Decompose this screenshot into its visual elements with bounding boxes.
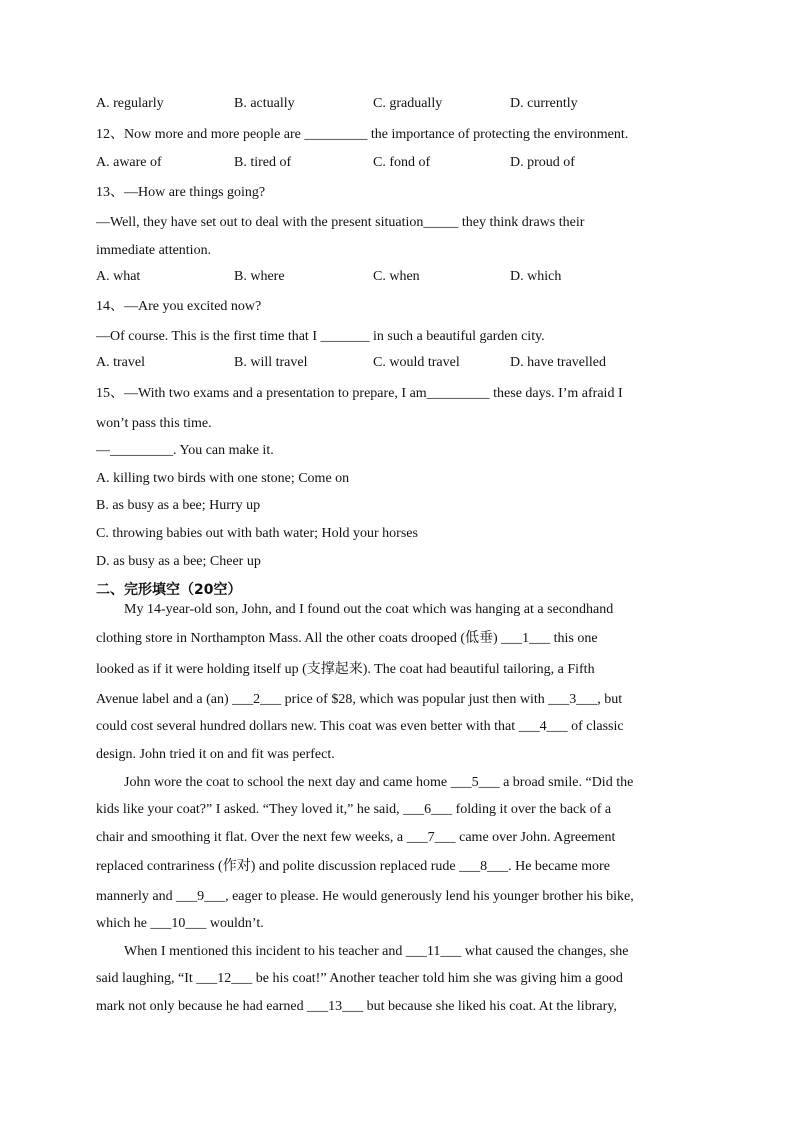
passage-line-13: When I mentioned this incident to his teacher and ___11___ what caused the changes, she [124,944,629,959]
passage-line-12: which he ___10___ wouldn’t. [96,916,264,931]
q13-stem: 13、—How are things going? [96,185,266,200]
q11-option-d: D. currently [510,96,578,111]
passage-line-9: chair and smoothing it flat. Over the next few weeks, a ___7___ came over John. Agreement [96,830,616,845]
q11-option-c: C. gradually [373,96,443,111]
q14-reply: —Of course. This is the first time that I _______ in such a beautiful garden city. [96,329,545,344]
passage-line-1: My 14-year-old son, John, and I found out the coat which was hanging at a secondhand [124,602,614,617]
q11-option-b: B. actually [234,96,295,111]
q15-option-d: D. as busy as a bee; Cheer up [96,554,261,569]
q13-reply-line1: —Well, they have set out to deal with the present situation_____ they think draws their [96,215,585,230]
passage-line-15: mark not only because he had earned ___13___ but because she liked his coat. At the library, [96,999,617,1014]
q14-stem: 14、—Are you excited now? [96,299,262,314]
q13-reply-line2: immediate attention. [96,243,212,258]
q15-reply: —_________. You can make it. [96,443,274,458]
q12-option-d: D. proud of [510,155,575,170]
passage-line-3: looked as if it were holding itself up (支撑起来). The coat had beautiful tailoring, a Fifth [96,662,595,677]
q12-stem-text: 12、Now more and more people are _________ the importance of protecting the environment. [96,127,629,142]
q12-option-b: B. tired of [234,155,292,170]
passage-line-4: Avenue label and a (an) ___2___ price of $28, which was popular just then with ___3___, but [96,692,623,707]
q14-option-c: C. would travel [373,355,460,370]
q12-option-c: C. fond of [373,155,431,170]
passage-line-14: said laughing, “It ___12___ be his coat!” Another teacher told him she was giving him a good [96,971,623,986]
q15-option-b: B. as busy as a bee; Hurry up [96,498,261,513]
q11-option-a: A. regularly [96,96,164,111]
passage-line-11: mannerly and ___9___, eager to please. He would generously lend his younger brother his bike, [96,889,634,904]
q13-option-c: C. when [373,269,420,284]
q13-option-d: D. which [510,269,562,284]
q15-option-c: C. throwing babies out with bath water; Hold your horses [96,526,418,541]
passage-line-2: clothing store in Northampton Mass. All the other coats drooped (低垂) ___1___ this one [96,631,598,646]
q12-stem [96,125,698,145]
q14-option-d: D. have travelled [510,355,607,370]
q13-option-a: A. what [96,269,141,284]
passage-line-8: kids like your coat?” I asked. “They loved it,” he said, ___6___ folding it over the back of a [96,802,612,817]
passage-line-6: design. John tried it on and fit was perfect. [96,747,335,762]
q12-option-a: A. aware of [96,155,162,170]
q14-option-a: A. travel [96,355,145,370]
q14-option-b: B. will travel [234,355,308,370]
q13-option-b: B. where [234,269,285,284]
passage-line-7: John wore the coat to school the next day and came home ___5___ a broad smile. “Did the [124,775,634,790]
q15-option-a: A. killing two birds with one stone; Come on [96,471,350,486]
q15-stem-line2: won’t pass this time. [96,416,212,431]
passage-line-10: replaced contrariness (作对) and polite discussion replaced rude ___8___. He became more [96,859,610,874]
q15-stem-line1: 15、—With two exams and a presentation to prepare, I am_________ these days. I’m afraid I [96,386,623,401]
section-heading-cloze: 二、完形填空（20空） [96,582,242,598]
passage-line-5: could cost several hundred dollars new. This coat was even better with that ___4___ of classic [96,719,624,734]
